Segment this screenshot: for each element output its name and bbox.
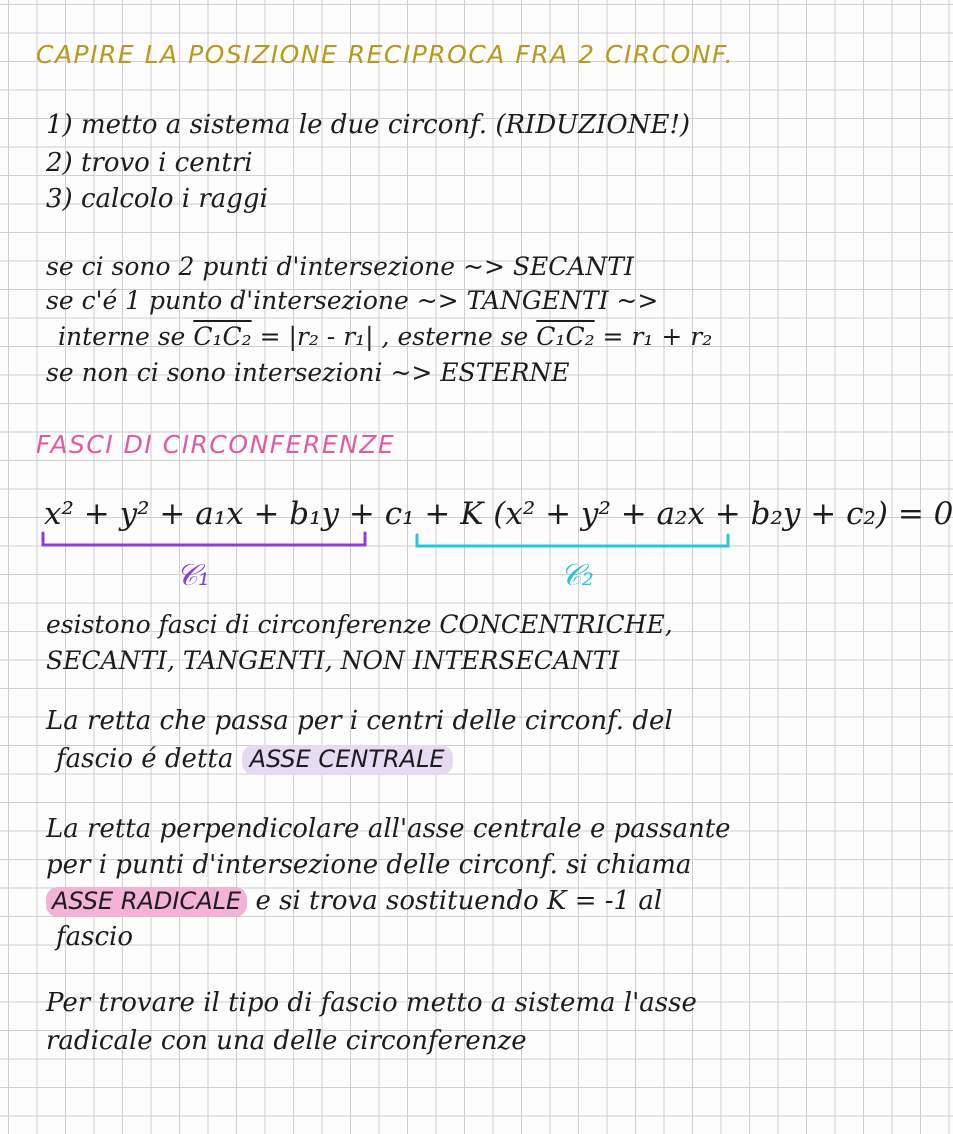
- case-tangenti: se c'é 1 punto d'intersezione ~> TANGENTI ~>: [46, 286, 659, 315]
- segment-c1c2-esterne: C₁C₂: [536, 322, 595, 351]
- brace-c1: [40, 530, 370, 552]
- esterne-label: esterne se: [389, 322, 529, 351]
- step-3: 3) calcolo i raggi: [46, 184, 268, 214]
- case-esterne: se non ci sono intersezioni ~> ESTERNE: [46, 358, 570, 387]
- formula-end: ) = 0: [875, 496, 953, 532]
- label-c1: 𝒞₁: [176, 558, 210, 593]
- case-secanti: se ci sono 2 punti d'intersezione ~> SECANTI: [46, 252, 634, 281]
- formula-middle: + K (: [414, 496, 506, 532]
- esterne-relation: = r₁ + r₂: [594, 322, 713, 351]
- segment-c1c2-interne: C₁C₂: [193, 322, 252, 351]
- asse-radicale-line-4: fascio: [56, 922, 133, 952]
- asse-radicale-line-2: per i punti d'intersezione delle circonf. si chiama: [46, 850, 692, 880]
- asse-centrale-line-2: [56, 744, 453, 774]
- brace-c2: [414, 532, 734, 554]
- asse-centrale-line-1: La retta che passa per i centri delle circonf. del: [46, 706, 673, 736]
- section-title-posizione: CAPIRE LA POSIZIONE RECIPROCA FRA 2 CIRCONF.: [36, 40, 735, 69]
- asse-centrale-prefix: fascio é detta: [56, 744, 234, 774]
- types-line-2: SECANTI, TANGENTI, NON INTERSECANTI: [46, 646, 620, 675]
- label-c2: 𝒞₂: [560, 558, 594, 593]
- types-line-1: esistono fasci di circonferenze CONCENTRICHE,: [46, 610, 673, 639]
- case-tangenti-detail: [58, 322, 712, 351]
- asse-radicale-line-1: La retta perpendicolare all'asse centrale e passante: [46, 814, 731, 844]
- interne-label: interne se: [58, 322, 186, 351]
- formula-c1: x² + y² + a₁x + b₁y + c₁: [44, 496, 415, 532]
- asse-centrale-highlight: ASSE CENTRALE: [242, 745, 453, 775]
- trovare-line-1: Per trovare il tipo di fascio metto a sistema l'asse: [46, 988, 697, 1018]
- formula-c2: x² + y² + a₂x + b₂y + c₂: [505, 496, 876, 532]
- interne-relation: = |r₂ - r₁| ,: [251, 322, 390, 351]
- fascio-formula: [44, 496, 953, 532]
- step-1: 1) metto a sistema le due circonf. (RIDUZIONE!): [46, 110, 691, 140]
- asse-radicale-line-3: [46, 886, 662, 916]
- trovare-line-2: radicale con una delle circonferenze: [46, 1026, 527, 1056]
- step-2: 2) trovo i centri: [46, 148, 253, 178]
- asse-radicale-suffix: e si trova sostituendo K = -1 al: [255, 886, 663, 916]
- asse-radicale-highlight: ASSE RADICALE: [46, 887, 247, 917]
- section-title-fasci: FASCI DI CIRCONFERENZE: [36, 430, 396, 459]
